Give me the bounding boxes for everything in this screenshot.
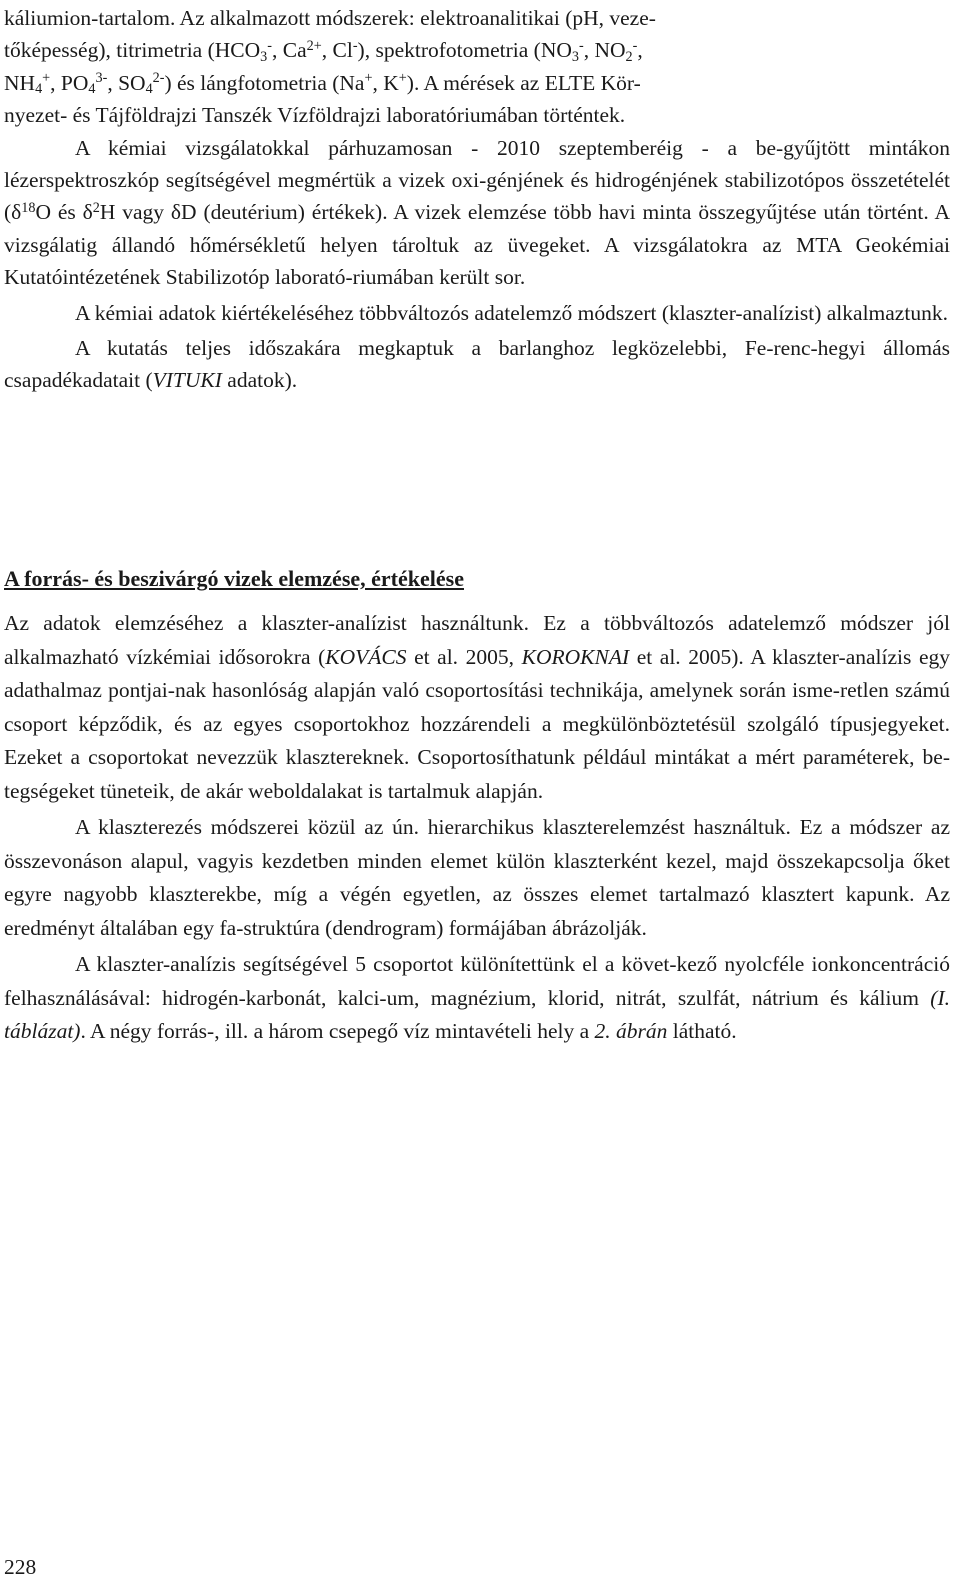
paragraph-cluster-method: A kémiai adatok kiértékeléséhez többváltozós adatelemző módszert (klaszter-analízist) alkalmaztunk. [75,300,948,325]
paragraph-precipitation: A kutatás teljes időszakára megkaptuk a barlanghoz legközelebbi, Fe-renc-hegyi állomás csapadékadatait (VITUKI adatok). [4,336,950,393]
section-heading: A forrás- és beszivárgó vizek elemzése, értékelése [4,566,464,591]
body-text-bottom [4,607,950,1049]
body-text-top [4,2,950,397]
paragraph-results: A klaszter-analízis segítségével 5 csoportot különítettünk el a követ-kező nyolcféle ionkoncentráció felhasználásával: hidrogén-karbonát, kalci-um, magnézium, klorid, nitrát, szulfát, nátrium és kálium (I. táblázat). A négy forrás-, ill. a három csepegő víz mintavételi hely a 2. ábrán látható. [4,952,950,1043]
paragraph-analysis: Az adatok elemzéséhez a klaszter-analízist használtunk. Ez a többváltozós adatelemző módszer jól alkalmazható vízkémiai idősorokra (KOVÁCS et al. 2005, KOROKNAI et al. 2005). A klaszter-analízis egy adathalmaz pontjai-nak hasonlóság alapján való csoportosítási technikája, amelynek során isme-retlen számú csoport képződik, és az egyes csoportokhoz hozzárendeli a megkülönböztetésül szolgáló típusjegyeket. Ezeket a csoportokat nevezzük klasztereknek. Csoportosíthatunk például mintákat a mért paraméterek, be-tegségeket tüneteik, de akár weboldalakat is tartalmuk alapján. [4,611,950,803]
paragraph-methods: káliumion-tartalom. Az alkalmazott módszerek: elektroanalitikai (pH, veze- tőképesség), titrimetria ($HCO_3^-$, $Ca^{2+}$, Cl-), spektrofotometria ($NO_3^-$, $NO_2^-$, $NH_4^+$, $PO_4^{3-}$, $SO_4^{2-}$) és lángfotometria (Na+, K+). A mérések az ELTE Kör- nyezet- és Tájföldrajzi Tanszék Vízföldrajzi laboratóriumában történtek. [4,6,656,128]
paragraph-isotope: A kémiai vizsgálatokkal párhuzamosan - 2010 szeptemberéig - a be-gyűjtött mintákon lézerspektroszkóp segítségével megmértük a vizek oxi-génjének és hidrogénjének stabilizotópos összetételét ($\delta^{18}O$ és $\delta^2H$ vagy δD (deutérium) értékek). A vizek elemzése több havi minta összegyűjtése után történt. A vizsgálatig állandó hőmérsékletű helyen tároltuk az üvegeket. A vizsgálatokra az MTA Geokémiai Kutatóintézetének Stabilizotóp laborató-riumában került sor. [4,135,950,290]
page-number: 228 [4,1555,37,1579]
paragraph-hierarchical: A klaszterezés módszerei közül az ún. hierarchikus klaszterelemzést használtuk. Ez a módszer az összevonáson alapul, vagyis kezdetben minden elemet külön klaszterként kezel, majd összekapcsolja őket egyre nagyobb klaszterekbe, míg a végén egyetlen, az összes elemet tartalmazó klasztert kapunk. Az eredményt általában egy fa-struktúra (dendrogram) formájában ábrázolják. [4,815,950,940]
